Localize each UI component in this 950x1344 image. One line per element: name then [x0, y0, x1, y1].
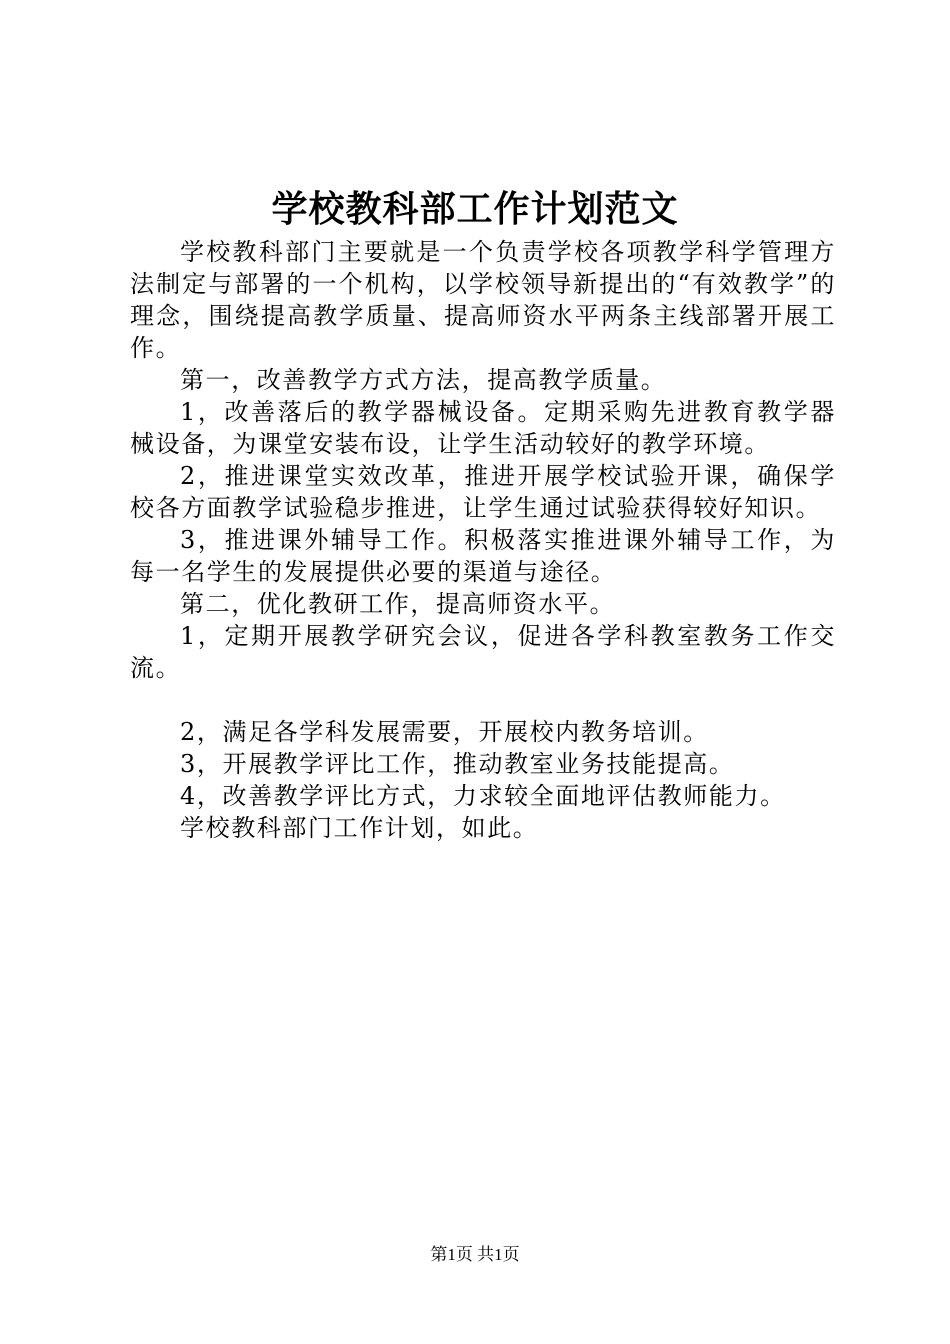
paragraph-section-two-item-4: 4，改善教学评比方式，力求较全面地评估教师能力。 [180, 782, 786, 810]
paragraph-section-two-heading: 第二，优化教研工作，提高师资水平。 [180, 590, 616, 618]
page-footer: 第1页 共1页 [430, 1245, 520, 1264]
paragraph-intro: 学校教科部门主要就是一个负责学校各项教学科学管理方法制定与部署的一个机构，以学校领导新提出的“有效教学”的理念，围绕提高教学质量、提高师资水平两条主线部署开展工作。 [130, 238, 836, 362]
paragraph-section-two-item-2: 2，满足各学科发展需要，开展校内教务培训。 [180, 718, 709, 746]
page-title: 学校教科部工作计划范文 [271, 188, 679, 230]
paragraph-section-one-item-3: 3，推进课外辅导工作。积极落实推进课外辅导工作，为每一名学生的发展提供必要的渠道与途径。 [130, 526, 836, 586]
paragraph-section-two-item-1: 1，定期开展教学研究会议，促进各学科教室教务工作交流。 [130, 622, 836, 682]
paragraph-closing: 学校教科部门工作计划，如此。 [180, 814, 539, 842]
document-body [130, 236, 836, 844]
paragraph-section-one-item-2: 2，推进课堂实效改革，推进开展学校试验开课，确保学校各方面教学试验稳步推进，让学生通过试验获得较好知识。 [130, 462, 836, 522]
paragraph-section-one-item-1: 1，改善落后的教学器械设备。定期采购先进教育教学器械设备，为课堂安装布设，让学生活动较好的教学环境。 [130, 398, 836, 458]
paragraph-section-one-heading: 第一，改善教学方式方法，提高教学质量。 [180, 366, 667, 394]
paragraph-section-two-item-3: 3，开展教学评比工作，推动教室业务技能提高。 [180, 750, 735, 778]
